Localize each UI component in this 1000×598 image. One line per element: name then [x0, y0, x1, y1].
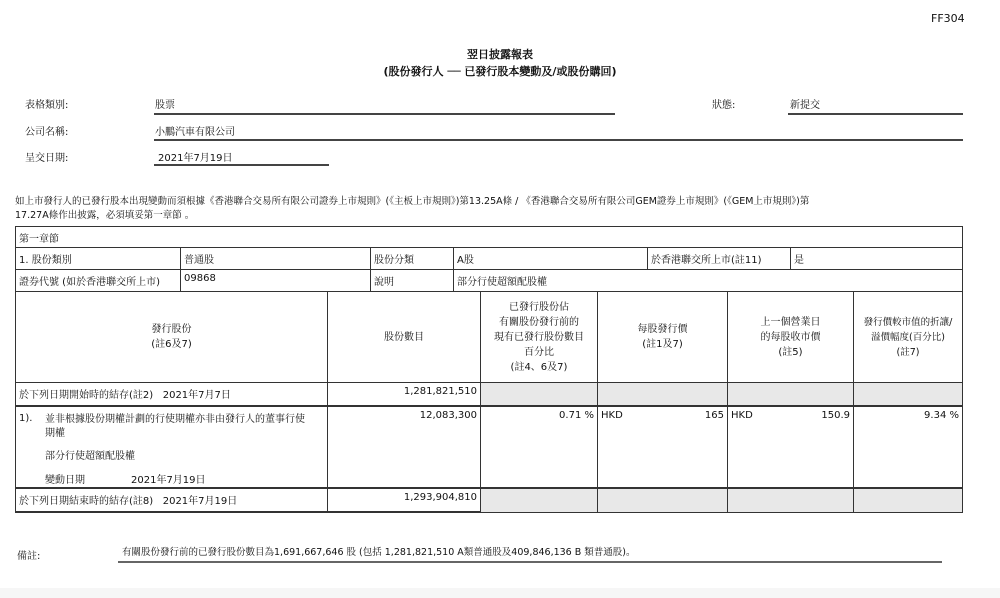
divider: [788, 113, 963, 115]
event-description: 並非根據股份期權計劃的行使期權亦非由發行人的董事行使期權: [45, 414, 305, 439]
col-header-percentage: 已發行股份佔 有關股份發行前的 現有已發行股份數目 百分比 (註4、6及7): [480, 291, 598, 383]
description-label: 說明: [370, 269, 454, 292]
empty-cell: [853, 487, 963, 513]
empty-cell: [853, 382, 963, 406]
event-issue-price-cell: [597, 405, 728, 488]
change-date-label: 變動日期: [45, 475, 85, 486]
col-header-discount: 發行價較市值的折讓/ 溢價幅度(百分比) (註7): [853, 291, 963, 383]
form-type-label: 表格類別:: [25, 100, 69, 111]
event-shares: 12,083,300: [327, 405, 481, 488]
intro-text-2: 17.27A條作出披露，必須填妥第一章節 。: [15, 210, 195, 221]
stock-code-value: 09868: [180, 269, 371, 292]
remarks-label: 備註:: [17, 551, 41, 562]
subclass-value: A股: [453, 247, 648, 270]
date-label: 呈交日期:: [25, 153, 69, 164]
page-bottom-edge: [0, 588, 1000, 598]
event-discount: 9.34 %: [853, 405, 963, 488]
divider: [154, 113, 615, 115]
empty-cell: [727, 487, 854, 513]
opening-label-text: 於下列日期開始時的結存(註2): [19, 390, 154, 401]
empty-cell: [727, 382, 854, 406]
divider: [154, 139, 963, 141]
closing-date: 2021年7月19日: [162, 496, 238, 507]
event-closing-price-cell: [727, 405, 854, 488]
col-header-shares-issued: 發行股份 (註6及7): [15, 291, 328, 383]
closing-shares: 1,293,904,810: [327, 487, 481, 513]
listed-label: 於香港聯交所上市(註11): [647, 247, 791, 270]
form-type-value: 股票: [155, 100, 175, 111]
col-header-issue-price: 每股發行價 (註1及7): [597, 291, 728, 383]
event-number: 1).: [19, 413, 33, 424]
closing-label-text: 於下列日期結束時的結存(註8): [19, 496, 154, 507]
empty-cell: [480, 382, 598, 406]
opening-balance-label: [15, 382, 328, 406]
stock-code-label: 證券代號 (如於香港聯交所上市): [15, 269, 181, 292]
share-class-label: 1. 股份類別: [15, 247, 181, 270]
section-title: 第一章節: [15, 226, 963, 248]
status-label: 狀態:: [712, 100, 736, 111]
date-value: 2021年7月19日: [158, 153, 233, 164]
subclass-label: 股份分類: [370, 247, 454, 270]
company-label: 公司名稱:: [25, 127, 69, 138]
opening-shares: 1,281,821,510: [327, 382, 481, 406]
issue-price: 165: [704, 410, 724, 421]
col-header-share-count: 股份數目: [327, 291, 481, 383]
remarks-text: 有關股份發行前的已發行股份數目為1,691,667,646 股 (包括 1,281,821,510 A類普通股及409,846,136 B 類普通股)。: [122, 547, 636, 558]
page-subtitle: (股份發行人 ── 已發行股本變動及/或股份購回): [383, 65, 617, 78]
share-class-value: 普通股: [180, 247, 371, 270]
closing-balance-label: [15, 487, 328, 513]
form-code: FF304: [931, 12, 965, 25]
closing-price-currency: HKD: [731, 410, 753, 421]
opening-date: 2021年7月7日: [162, 390, 231, 401]
company-value: 小鵬汽車有限公司: [155, 127, 235, 138]
listed-value: 是: [790, 247, 963, 270]
empty-cell: [480, 487, 598, 513]
event-sub-description: 部分行使超額配股權: [45, 451, 135, 462]
event-description-cell: [15, 405, 328, 488]
change-date: 2021年7月19日: [131, 475, 206, 486]
event-percentage: 0.71 %: [480, 405, 598, 488]
issue-price-currency: HKD: [601, 410, 623, 421]
divider: [118, 561, 942, 563]
empty-cell: [597, 487, 728, 513]
col-header-closing-price: 上一個營業日 的每股收市價 (註5): [727, 291, 854, 383]
closing-price: 150.9: [821, 410, 850, 421]
intro-text: 如上市發行人的已發行股本出現變動而須根據《香港聯合交易所有限公司證券上市規則》(《主板上市規則》)第13.25A條 / 《香港聯合交易所有限公司GEM證券上市規則》(《GEM上市規則》)第: [15, 196, 810, 207]
description-value: 部分行使超額配股權: [453, 269, 963, 292]
empty-cell: [597, 382, 728, 406]
page-title: 翌日披露報表: [467, 48, 533, 61]
divider: [154, 164, 329, 166]
status-value: 新提交: [790, 100, 820, 111]
